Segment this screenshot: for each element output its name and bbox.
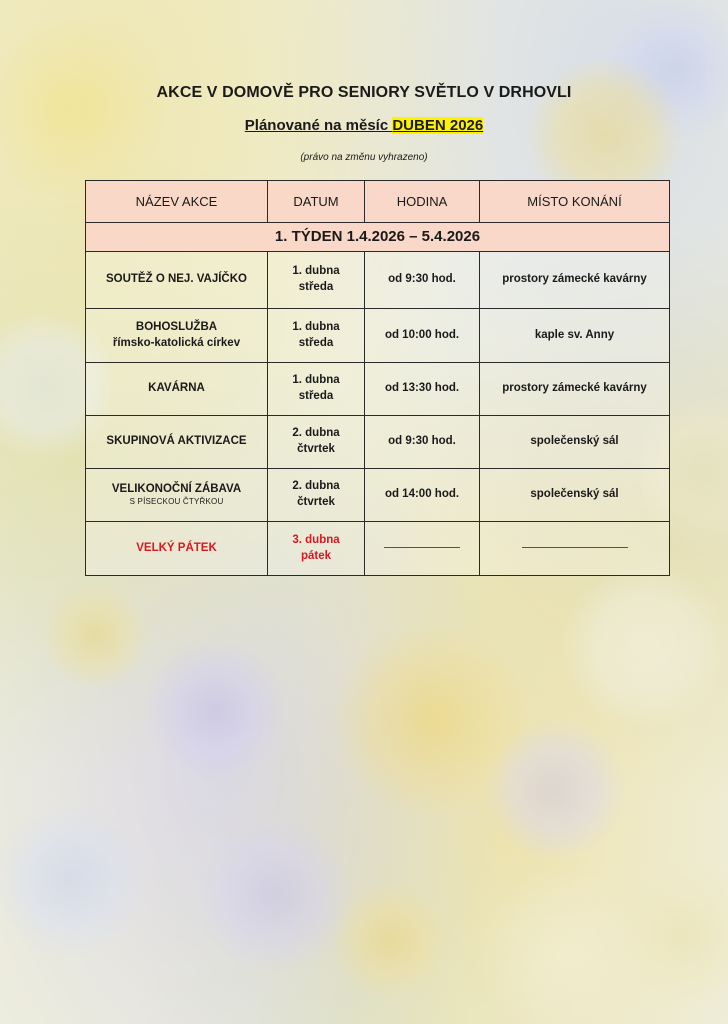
event-name: SKUPINOVÁ AKTIVIZACE [86,416,268,469]
event-name-sub: S PÍSECKOU ČTYŘKOU [129,497,224,507]
table-row [86,416,670,469]
event-time: od 13:30 hod. [365,363,480,416]
event-place: společenský sál [480,469,670,522]
event-weekday: čtvrtek [297,443,335,455]
event-date-day: 2. dubna [292,480,340,493]
event-date [268,309,365,363]
event-weekday: středa [298,336,334,349]
week-label: 1. TÝDEN 1.4.2026 – 5.4.2026 [86,223,670,252]
event-time: od 14:00 hod. [365,469,480,522]
event-name [86,469,268,522]
event-name-sub: římsko-katolická církev [112,336,241,349]
event-name: SOUTĚŽ O NEJ. VAJÍČKO [86,252,268,309]
subtitle-prefix: Plánované na měsíc [244,117,393,134]
page-subtitle [0,117,728,134]
event-place: společenský sál [480,416,670,469]
column-header-time: HODINA [365,181,480,223]
table-header-row [86,181,670,223]
event-date-day: 1. dubna [292,320,340,333]
table-row [86,363,670,416]
event-name-main: VELIKONOČNÍ ZÁBAVA [111,482,242,495]
event-name [86,309,268,363]
event-place-blank [480,522,670,576]
event-date [268,469,365,522]
event-weekday: středa [298,281,334,293]
blank-line [522,547,628,548]
table-row-holiday [86,522,670,576]
event-date [268,416,365,469]
event-date [268,363,365,416]
event-date-day: 2. dubna [292,427,340,440]
event-weekday: čtvrtek [297,496,335,508]
table-row [86,469,670,522]
event-weekday: pátek [300,549,332,562]
event-name: KAVÁRNA [86,363,268,416]
event-place: prostory zámecké kavárny [480,363,670,416]
event-date [268,522,365,576]
event-place: kaple sv. Anny [480,309,670,363]
week-row [86,223,670,252]
table-row [86,309,670,363]
event-time: od 9:30 hod. [365,252,480,309]
column-header-date: DATUM [268,181,365,223]
event-time: od 10:00 hod. [365,309,480,363]
event-date-day: 3. dubna [292,533,340,546]
event-place: prostory zámecké kavárny [480,252,670,309]
change-note: (právo na změnu vyhrazeno) [300,152,428,163]
column-header-place: MÍSTO KONÁNÍ [480,181,670,223]
event-date-day: 1. dubna [292,265,340,278]
event-name: VELKÝ PÁTEK [86,522,268,576]
subtitle-month: DUBEN 2026 [392,117,484,134]
event-date-day: 1. dubna [292,374,340,387]
page-title: AKCE V DOMOVĚ PRO SENIORY SVĚTLO V DRHOVLI [156,84,572,101]
event-date [268,252,365,309]
event-weekday: středa [298,390,334,402]
column-header-name: NÁZEV AKCE [86,181,268,223]
event-time-blank [365,522,480,576]
blank-line [384,547,460,548]
table-row [86,252,670,309]
schedule-table [85,180,670,576]
event-time: od 9:30 hod. [365,416,480,469]
event-name-main: BOHOSLUŽBA [135,320,218,333]
